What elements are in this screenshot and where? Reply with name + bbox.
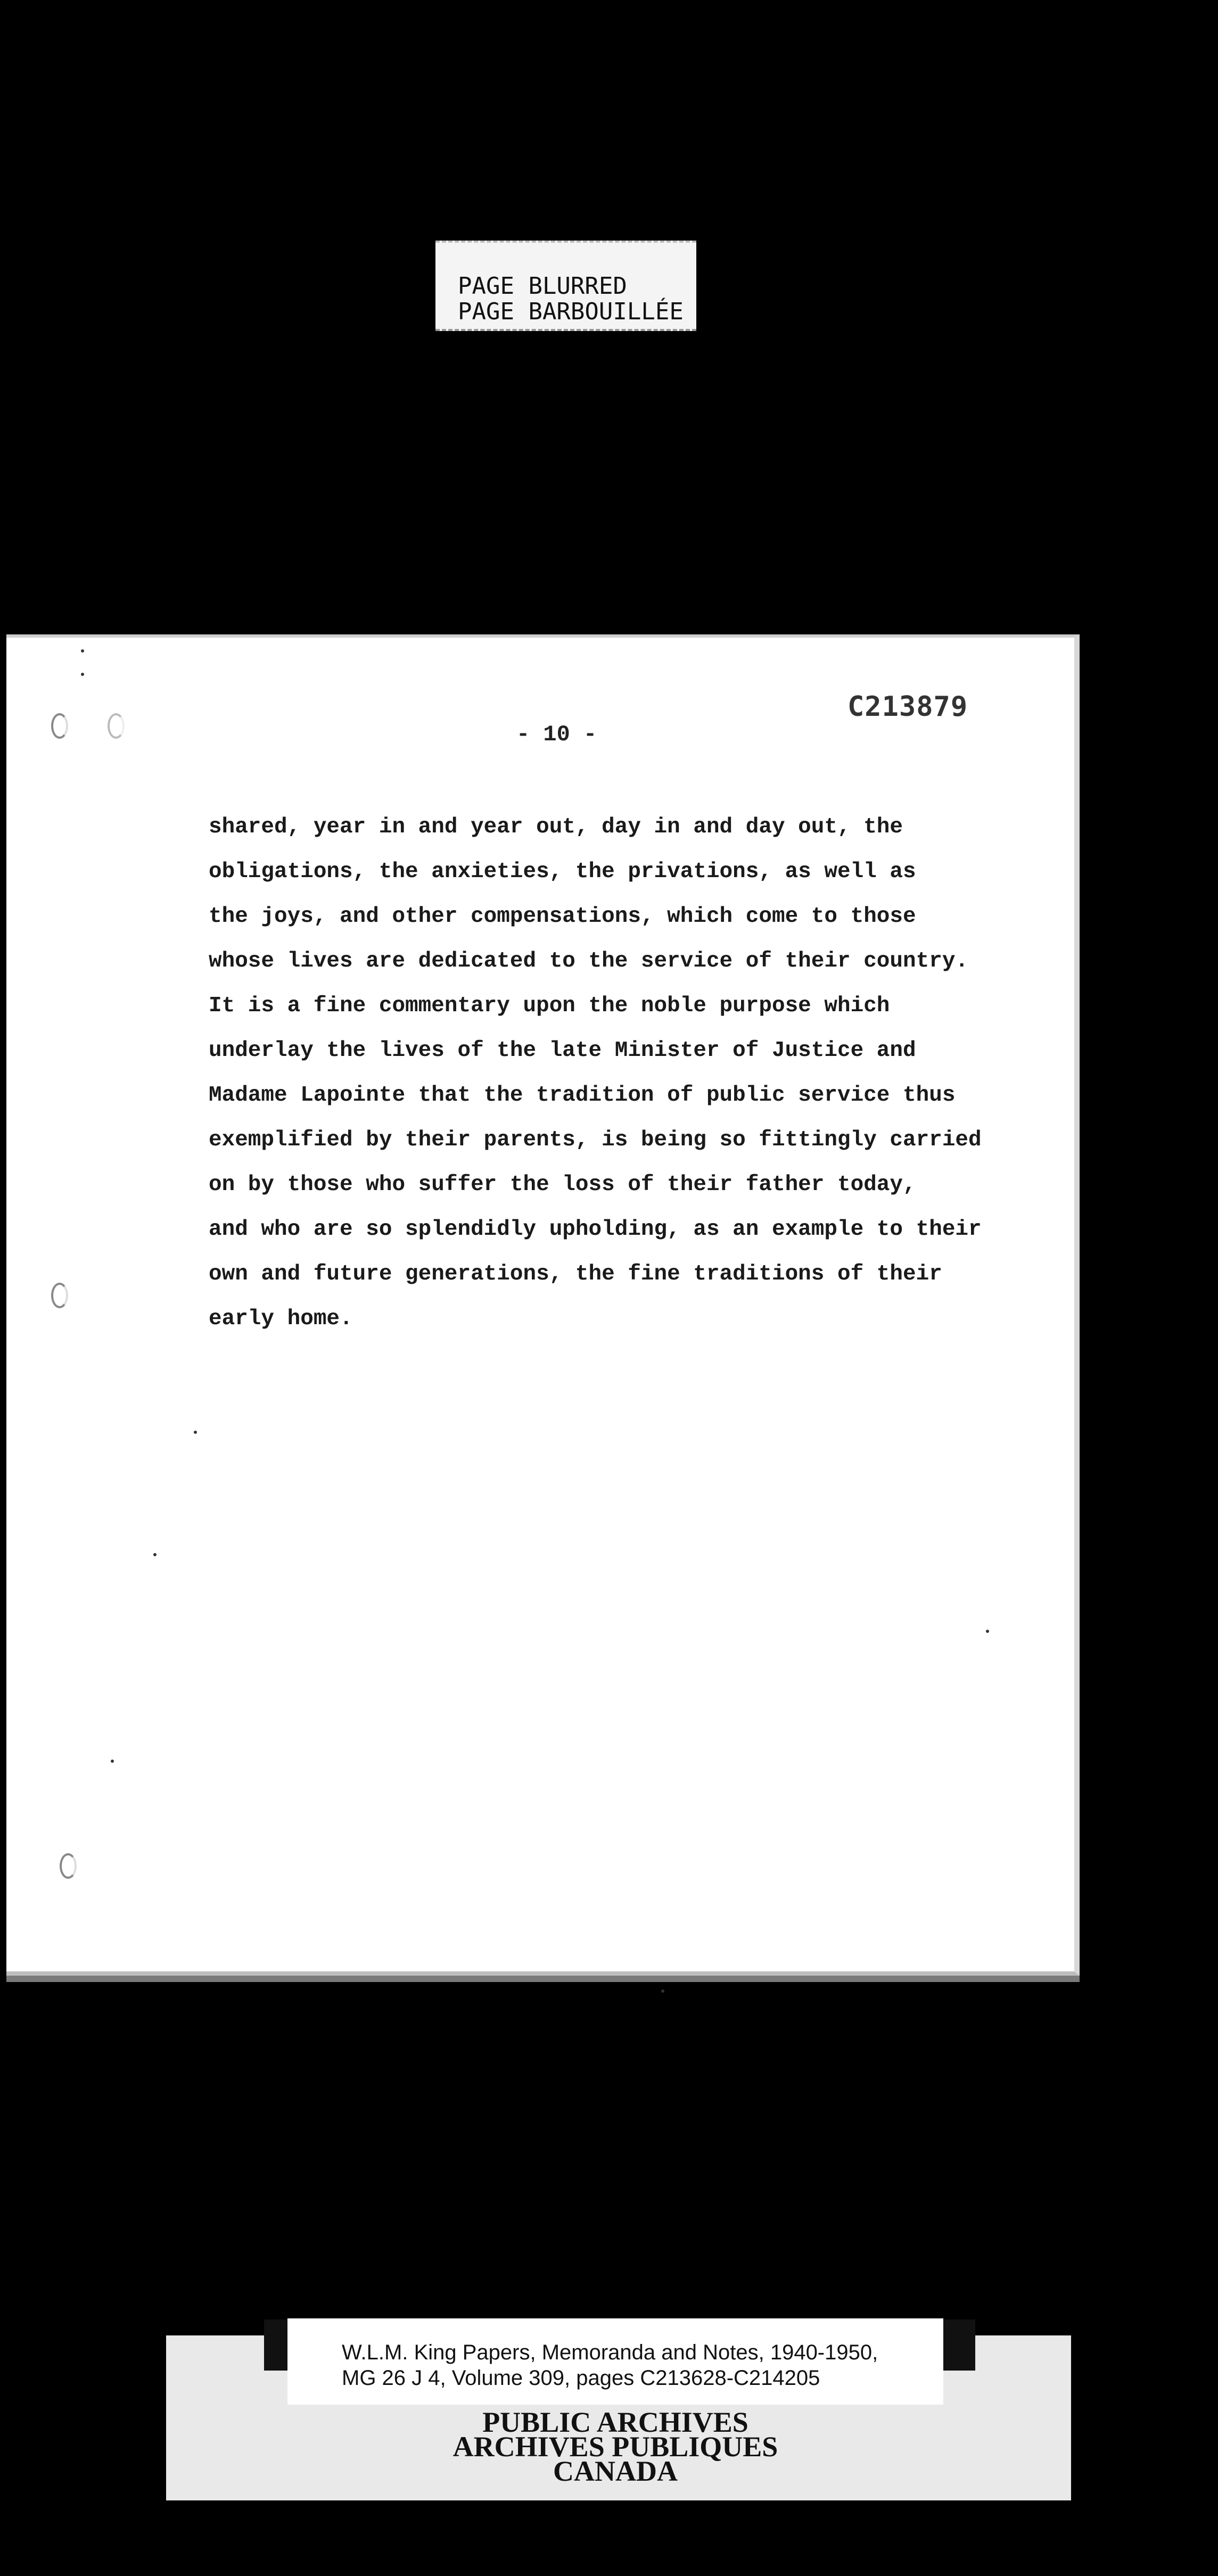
archives-french: ARCHIVES PUBLIQUES: [452, 2431, 778, 2463]
citation-line-1: W.L.M. King Papers, Memoranda and Notes, 1940-1950,: [342, 2341, 878, 2364]
body-line: obligations, the anxieties, the privations, as well as: [209, 860, 916, 884]
speck: [111, 1760, 114, 1763]
page-blurred-english: PAGE BLURRED: [458, 273, 627, 300]
punch-hole: [60, 1853, 77, 1879]
body-line: whose lives are dedicated to the service of their country.: [209, 949, 969, 973]
punch-hole: [108, 713, 125, 739]
speck: [661, 1989, 664, 1993]
body-line: It is a fine commentary upon the noble purpose which: [209, 994, 890, 1018]
document-page: [6, 634, 1080, 1976]
page-number: - 10 -: [516, 722, 597, 747]
body-line: on by those who suffer the loss of their father today,: [209, 1173, 916, 1197]
body-line: the joys, and other compensations, which come to those: [209, 904, 916, 929]
body-line: and who are so splendidly upholding, as an example to their: [209, 1217, 982, 1242]
punch-hole: [51, 713, 68, 739]
citation-card: [287, 2318, 943, 2405]
page-blurred-french: PAGE BARBOUILLÉE: [458, 298, 684, 325]
body-line: Madame Lapointe that the tradition of public service thus: [209, 1083, 956, 1108]
body-line: underlay the lives of the late Minister of Justice and: [209, 1038, 916, 1063]
speck: [986, 1630, 989, 1633]
body-line: own and future generations, the fine traditions of their: [209, 1262, 942, 1286]
speck: [194, 1431, 197, 1434]
archives-country: CANADA: [553, 2455, 678, 2487]
document-reference-number: C213879: [847, 691, 968, 723]
memo-body: [209, 805, 1039, 1341]
archives-stamp: [287, 2406, 943, 2487]
citation-line-2: MG 26 J 4, Volume 309, pages C213628-C214205: [342, 2366, 820, 2390]
body-line: exemplified by their parents, is being so fittingly carried: [209, 1128, 982, 1152]
punch-hole: [51, 1283, 68, 1308]
page-blurred-label: [435, 241, 696, 331]
speck: [81, 649, 84, 653]
body-line: early home.: [209, 1307, 353, 1331]
body-line: shared, year in and year out, day in and day out, the: [209, 815, 903, 839]
speck: [81, 673, 84, 676]
archives-english: PUBLIC ARCHIVES: [482, 2406, 748, 2438]
speck: [153, 1553, 157, 1556]
page-edge-shadow: [6, 1976, 1080, 1982]
